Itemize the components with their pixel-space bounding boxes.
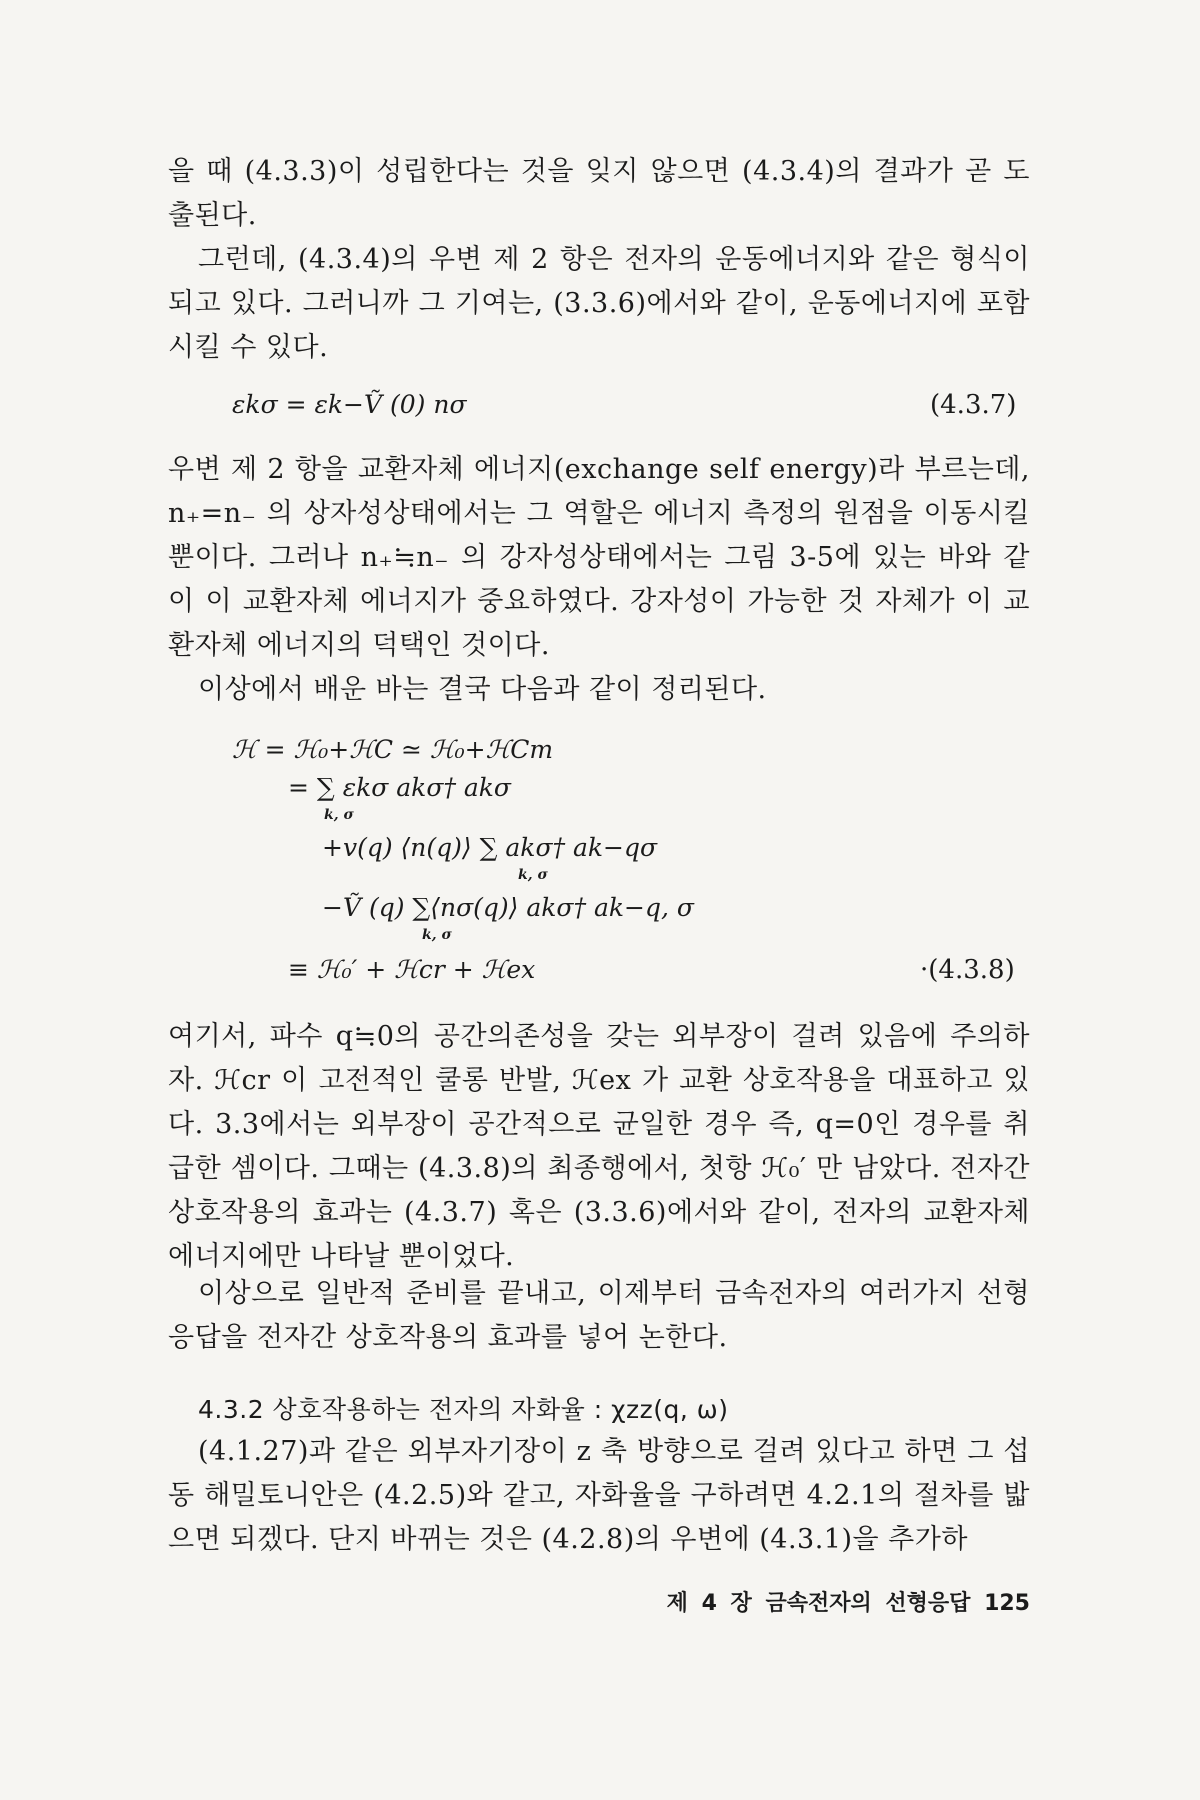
summation-index: k, σ	[518, 867, 548, 883]
paragraph-4: 이상에서 배운 바는 결국 다음과 같이 정리된다.	[198, 674, 767, 705]
equation-number: ·(4.3.8)	[920, 955, 1015, 985]
section-heading: 4.3.2 상호작용하는 전자의 자화율 : χzz(q, ω)	[198, 1395, 729, 1424]
paragraph-1: 을 때 (4.3.3)이 성립한다는 것을 잊지 않으면 (4.3.4)의 결과가 곧 도출된다.	[168, 156, 1030, 231]
paragraph-6: 이상으로 일반적 준비를 끝내고, 이제부터 금속전자의 여러가지 선형응답을 전자간 상호작용의 효과를 넣어 논한다.	[168, 1278, 1030, 1353]
paragraph-3: 우변 제 2 항을 교환자체 에너지(exchange self energy)라 부르는데, n₊=n₋ 의 상자성상태에서는 그 역할은 에너지 측정의 원점을 이동시킬 뿐이다. 그러나 n₊≒n₋ 의 강자성상태에서는 그림 3-5에 있는 바와 같이 이 교환자체 에너지가 중요하였다. 강자성이 가능한 것 자체가 이 교환자체 에너지의 덕택인 것이다.	[168, 454, 1030, 661]
equation-line: +v(q) ⟨n(q)⟩ ∑ akσ† ak−qσ	[322, 833, 658, 862]
running-footer	[610, 1586, 1030, 1617]
summation-index: k, σ	[422, 927, 452, 943]
equation-4-3-7	[0, 390, 1200, 434]
equation-body: εkσ = εk−Ṽ (0) nσ	[232, 390, 467, 419]
equation-line: ≡ ℋ₀′ + ℋcr + ℋex	[288, 955, 536, 984]
equation-line: −Ṽ (q) ∑⟨nσ(q)⟩ akσ† ak−q, σ	[322, 893, 694, 922]
equation-line: = ∑ εkσ akσ† akσ	[288, 773, 511, 802]
chapter-title: 제 4 장 금속전자의 선형응답	[666, 1591, 971, 1616]
summation-index: k, σ	[324, 807, 354, 823]
equation-number: (4.3.7)	[930, 390, 1017, 420]
equation-line: ℋ = ℋ₀+ℋC ≃ ℋ₀+ℋCm	[232, 735, 554, 764]
paragraph-2: 그런데, (4.3.4)의 우변 제 2 항은 전자의 운동에너지와 같은 형식이 되고 있다. 그러니까 그 기여는, (3.3.6)에서와 같이, 운동에너지에 포함시킬 수 있다.	[168, 244, 1030, 363]
paragraph-5: 여기서, 파수 q≒0의 공간의존성을 갖는 외부장이 걸려 있음에 주의하자. ℋcr 이 고전적인 쿨롱 반발, ℋex 가 교환 상호작용을 대표하고 있다. 3.3에서는 외부장이 공간적으로 균일한 경우 즉, q=0인 경우를 취급한 셈이다. 그때는 (4.3.8)의 최종행에서, 첫항 ℋ₀′ 만 남았다. 전자간 상호작용의 효과는 (4.3.7) 혹은 (3.3.6)에서와 같이, 전자의 교환자체 에너지에만 나타날 뿐이었다.	[168, 1021, 1030, 1272]
paragraph-7: (4.1.27)과 같은 외부자기장이 z 축 방향으로 걸려 있다고 하면 그 섭동 해밀토니안은 (4.2.5)와 같고, 자화율을 구하려면 4.2.1의 절차를 밟으면 되겠다. 단지 바뀌는 것은 (4.2.8)의 우변에 (4.3.1)을 추가하	[168, 1436, 1030, 1555]
page-number: 125	[984, 1591, 1030, 1616]
